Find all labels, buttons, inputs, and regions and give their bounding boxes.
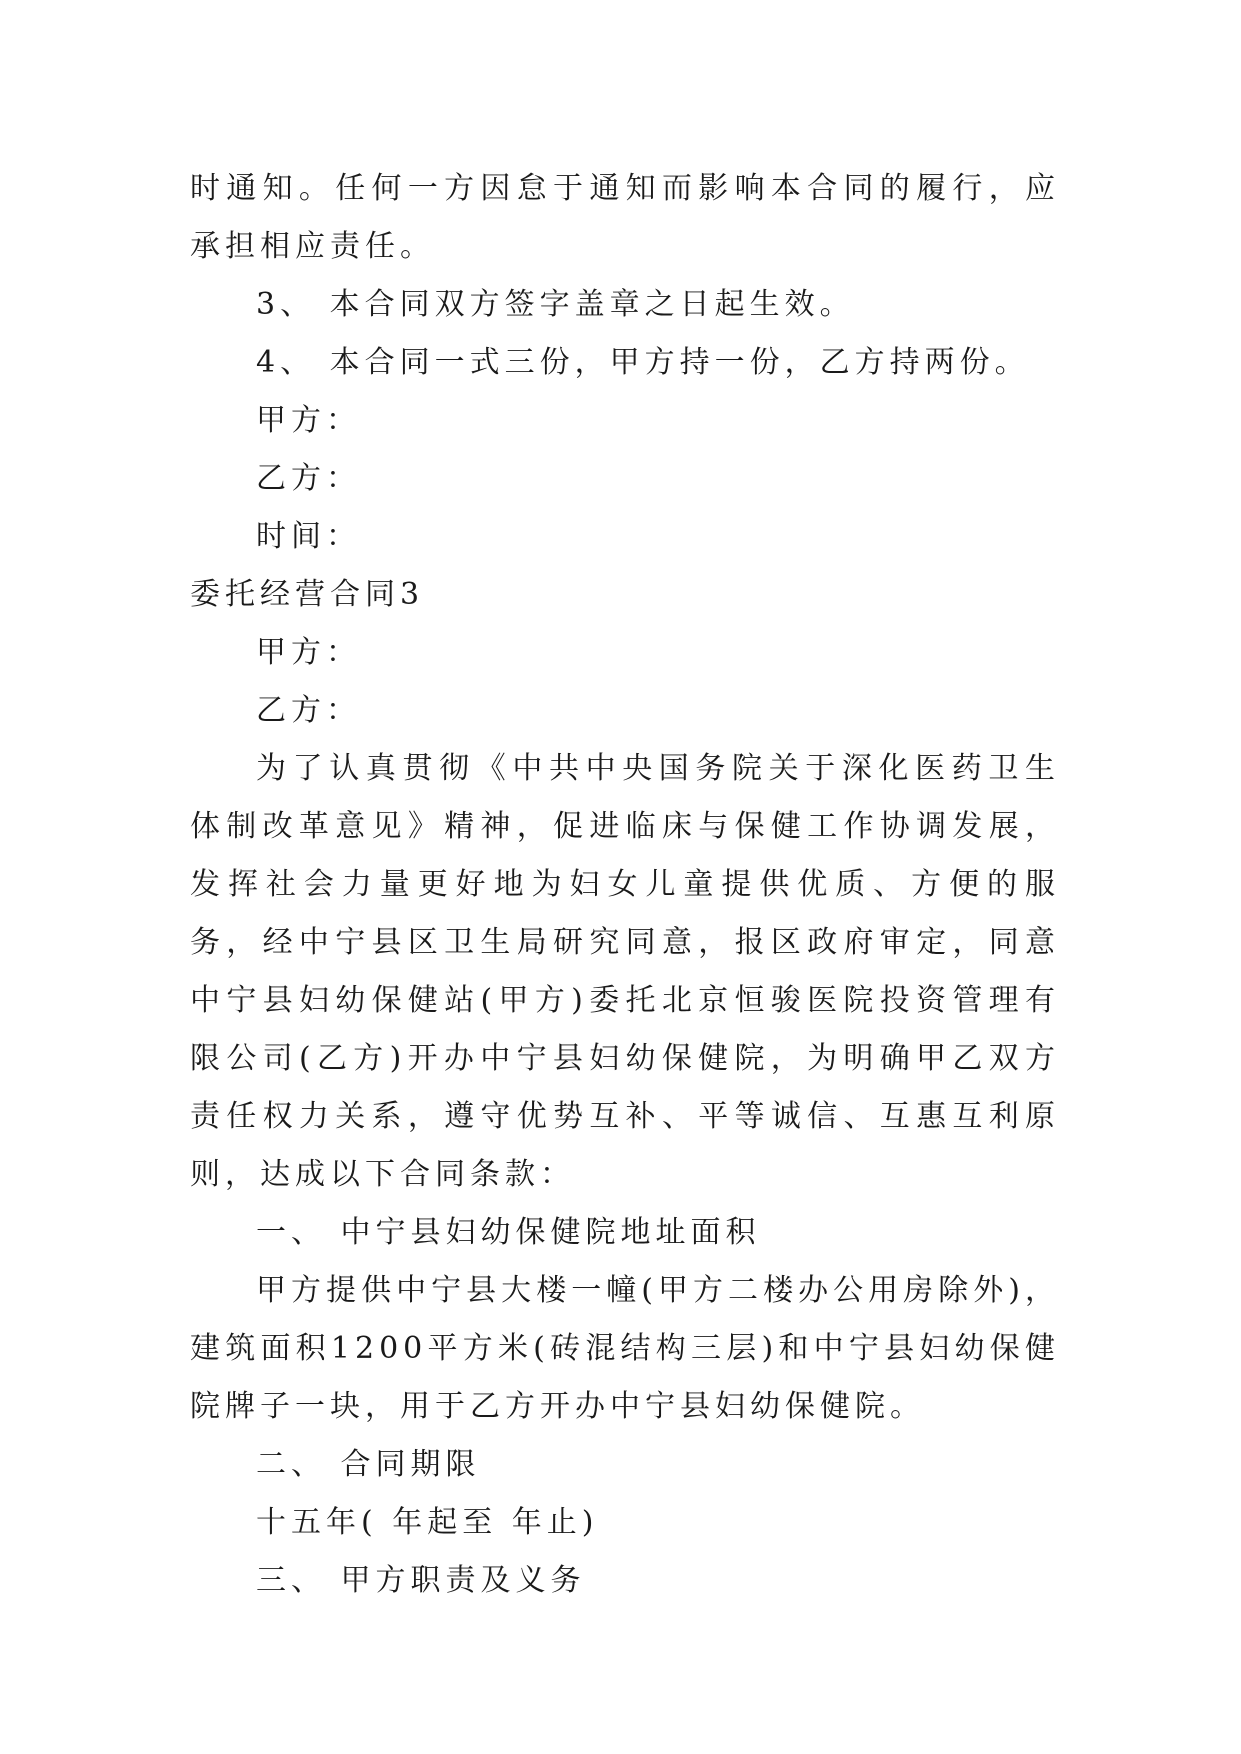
section-2-heading: 二、 合同期限 — [256, 1447, 481, 1482]
paragraph-notice-continuation: 时通知。任何一方因怠于通知而影响本合同的履行，应承担相应责任。 — [190, 171, 1060, 264]
party-b-line: 乙方： — [256, 693, 361, 728]
section-1-heading: 一、 中宁县妇幼保健院地址面积 — [256, 1215, 761, 1250]
date-signature-line: 时间： — [256, 519, 361, 554]
section-2-body: 十五年( 年起至 年止) — [256, 1505, 599, 1540]
party-a-signature-line: 甲方： — [256, 403, 361, 438]
preamble-paragraph: 为了认真贯彻《中共中央国务院关于深化医药卫生体制改革意见》精神，促进临床与保健工作协调发展，发挥社会力量更好地为妇女儿童提供优质、方便的服务，经中宁县区卫生局研究同意，报区政府审定，同意中宁县妇幼保健站(甲方)委托北京恒骏医院投资管理有限公司(乙方)开办中宁县妇幼保健院，为明确甲乙双方责任权力关系，遵守优势互补、平等诚信、互惠互利原则，达成以下合同条款： — [190, 751, 1060, 1192]
party-a-line: 甲方： — [256, 635, 361, 670]
document-body — [190, 160, 1060, 1610]
section-1-body: 甲方提供中宁县大楼一幢(甲方二楼办公用房除外)，建筑面积1200平方米(砖混结构三层)和中宁县妇幼保健院牌子一块，用于乙方开办中宁县妇幼保健院。 — [190, 1273, 1060, 1424]
clause-4-copies: 4、 本合同一式三份，甲方持一份，乙方持两份。 — [256, 345, 1030, 380]
section-3-heading: 三、 甲方职责及义务 — [256, 1563, 586, 1598]
clause-3-effective: 3、 本合同双方签字盖章之日起生效。 — [256, 287, 855, 322]
contract-title: 委托经营合同3 — [190, 577, 425, 612]
party-b-signature-line: 乙方： — [256, 461, 361, 496]
